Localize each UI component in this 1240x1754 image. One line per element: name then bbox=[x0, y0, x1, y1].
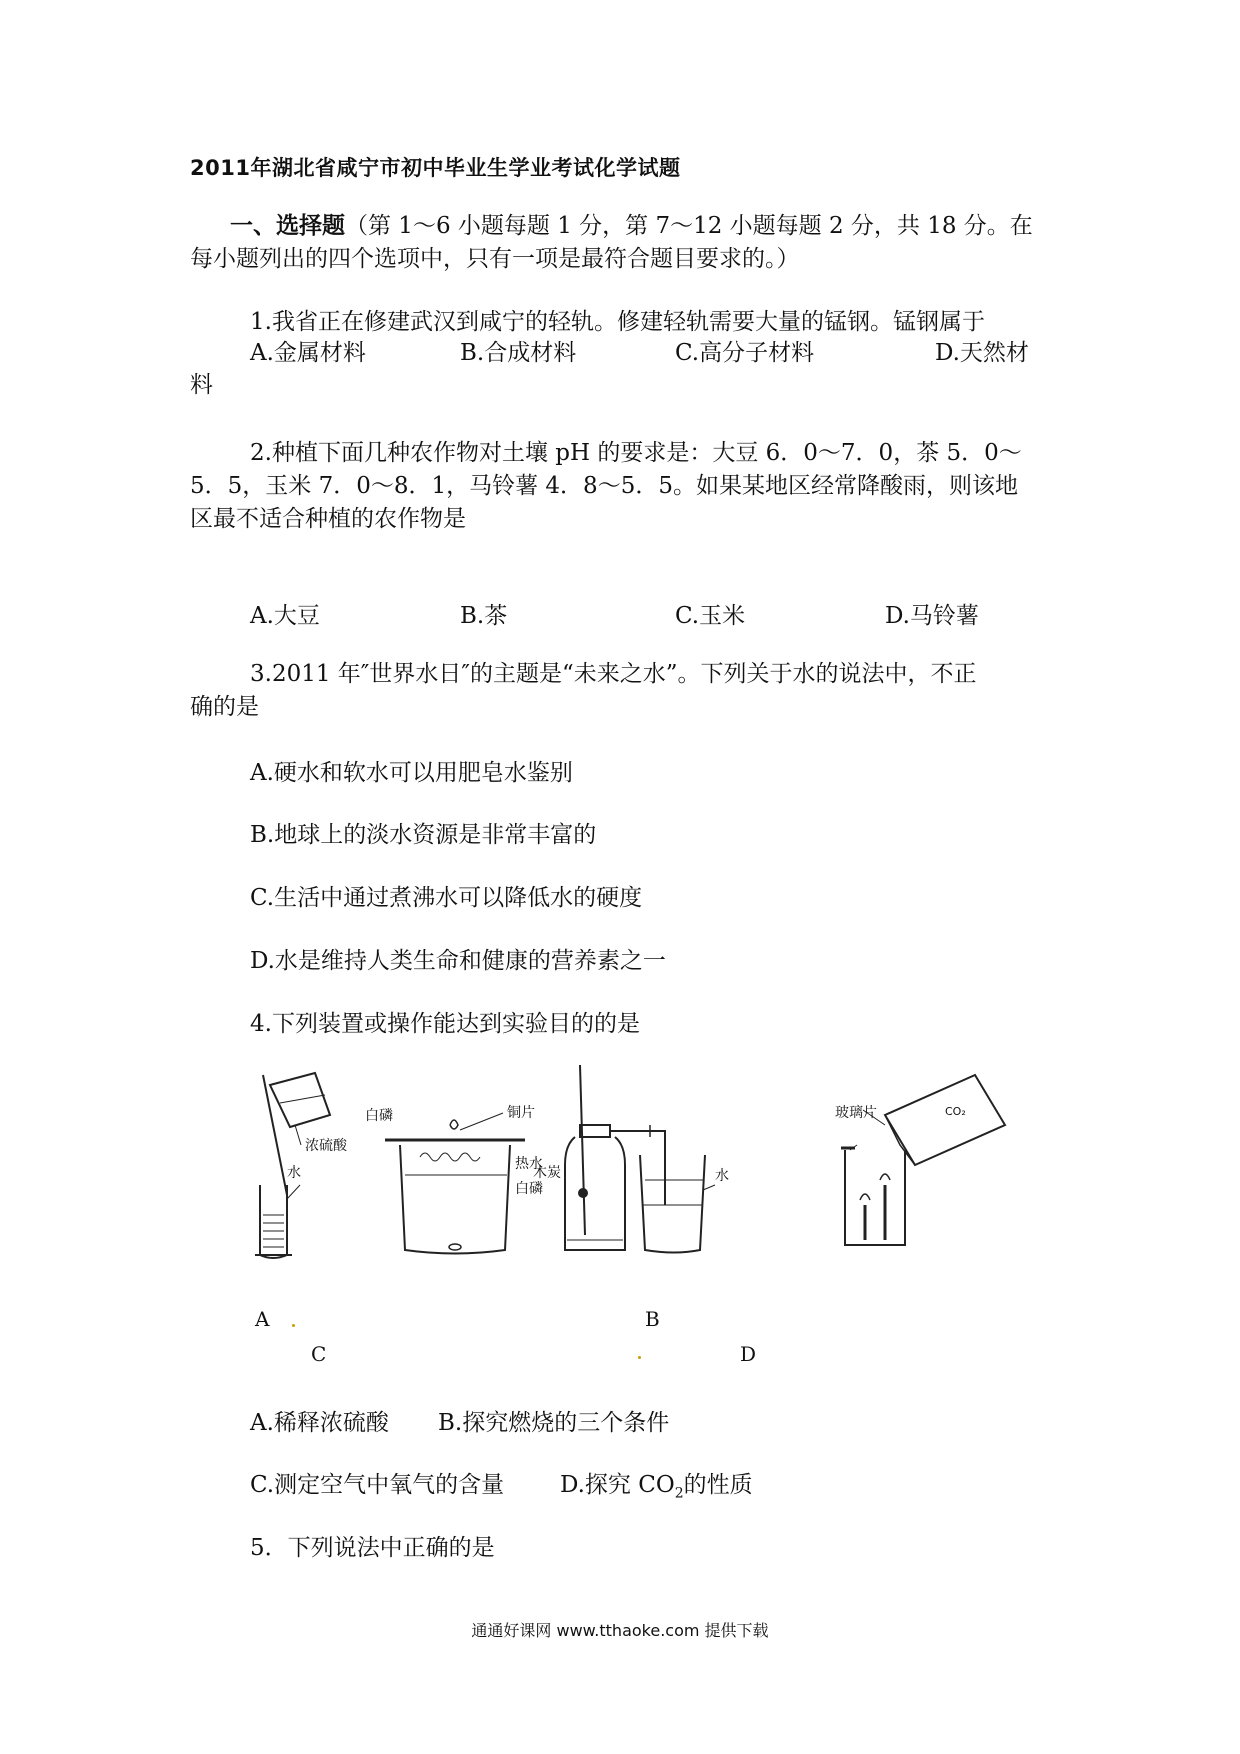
q1-option-c: C.高分子材料 bbox=[675, 340, 815, 366]
figure-label-b: B bbox=[645, 1307, 660, 1331]
q4-option-a: A.稀释浓硫酸 bbox=[250, 1410, 389, 1436]
stray-dot bbox=[292, 1324, 295, 1327]
stray-dot bbox=[638, 1356, 641, 1359]
q2-option-b: B.茶 bbox=[460, 603, 508, 629]
q4-option-d-prefix: D.探究 CO bbox=[560, 1472, 675, 1498]
label-glass-plate: 玻璃片 bbox=[835, 1105, 877, 1121]
q4-option-d-suffix: 的性质 bbox=[683, 1472, 753, 1498]
figure-b-combustion-apparatus bbox=[385, 1113, 525, 1254]
q2-option-c: C.玉米 bbox=[675, 603, 746, 629]
q4-stem: 4.下列装置或操作能达到实验目的的是 bbox=[250, 1011, 640, 1037]
label-water-c: 水 bbox=[715, 1168, 729, 1184]
q1-stem: 1.我省正在修建武汉到咸宁的轻轨。修建轻轨需要大量的锰钢。锰钢属于 bbox=[250, 309, 985, 335]
q2-option-a: A.大豆 bbox=[250, 603, 320, 629]
page-title: 2011年湖北省咸宁市初中毕业生学业考试化学试题 bbox=[190, 156, 681, 180]
q3-line2: 确的是 bbox=[190, 694, 259, 720]
figure-d-co2-apparatus bbox=[841, 1075, 1005, 1245]
figure-label-d: D bbox=[740, 1342, 757, 1366]
section-desc-line1: （第 1～6 小题每题 1 分，第 7～12 小题每题 2 分，共 18 分。在 bbox=[345, 213, 1033, 239]
q3-line1: 3.2011 年″世界水日″的主题是“未来之水”。下列关于水的说法中，不正 bbox=[250, 661, 977, 687]
label-white-phosphorus-bottom: 白磷 bbox=[515, 1181, 543, 1197]
q4-apparatus-figure bbox=[245, 1065, 1035, 1265]
q5-stem: 5．下列说法中正确的是 bbox=[250, 1535, 495, 1561]
q1-option-a: A.金属材料 bbox=[250, 340, 366, 366]
label-water-a: 水 bbox=[287, 1165, 301, 1181]
q4-option-d bbox=[560, 1466, 753, 1502]
q3-option-b: B.地球上的淡水资源是非常丰富的 bbox=[250, 822, 597, 848]
q1-option-d: D.天然材 bbox=[935, 340, 1029, 366]
q4-option-d-subscript: 2 bbox=[674, 1485, 684, 1502]
q4-option-b: B.探究燃烧的三个条件 bbox=[438, 1410, 670, 1436]
q3-stem bbox=[190, 658, 1060, 724]
section-desc-line2: 每小题列出的四个选项中，只有一项是最符合题目要求的。） bbox=[190, 246, 800, 272]
figure-label-a: A bbox=[255, 1307, 270, 1331]
label-copper-plate: 铜片 bbox=[507, 1105, 535, 1121]
q1-option-b: B.合成材料 bbox=[460, 340, 577, 366]
label-concentrated-sulfuric-acid: 浓硫酸 bbox=[305, 1138, 347, 1154]
q3-option-d: D.水是维持人类生命和健康的营养素之一 bbox=[250, 948, 666, 974]
q2-line1: 2.种植下面几种农作物对土壤 pH 的要求是：大豆 6．0～7．0，茶 5．0～ bbox=[250, 440, 1022, 466]
label-white-phosphorus-top: 白磷 bbox=[365, 1108, 393, 1124]
q2-line3: 区最不适合种植的农作物是 bbox=[190, 506, 466, 532]
page-footer: 通通好课网 www.tthaoke.com 提供下载 bbox=[471, 1621, 769, 1640]
q4-option-c: C.测定空气中氧气的含量 bbox=[250, 1472, 505, 1498]
q1-option-d-wrap: 料 bbox=[190, 372, 213, 398]
figure-c-oxygen-apparatus bbox=[565, 1065, 715, 1253]
q2-line2: 5．5，玉米 7．0～8．1，马铃薯 4．8～5．5。如果某地区经常降酸雨，则该地 bbox=[190, 473, 1018, 499]
q3-option-c: C.生活中通过煮沸水可以降低水的硬度 bbox=[250, 885, 643, 911]
q3-option-a: A.硬水和软水可以用肥皂水鉴别 bbox=[250, 760, 573, 786]
q2-stem bbox=[190, 437, 1060, 536]
section-instructions bbox=[190, 210, 1060, 276]
section-heading: 一、选择题 bbox=[230, 213, 345, 239]
label-co2: CO₂ bbox=[945, 1105, 966, 1118]
q2-option-d: D.马铃薯 bbox=[885, 603, 979, 629]
label-hot-water: 热水 bbox=[515, 1156, 543, 1172]
label-charcoal: 木炭 bbox=[533, 1165, 561, 1181]
figure-label-c: C bbox=[311, 1342, 327, 1366]
